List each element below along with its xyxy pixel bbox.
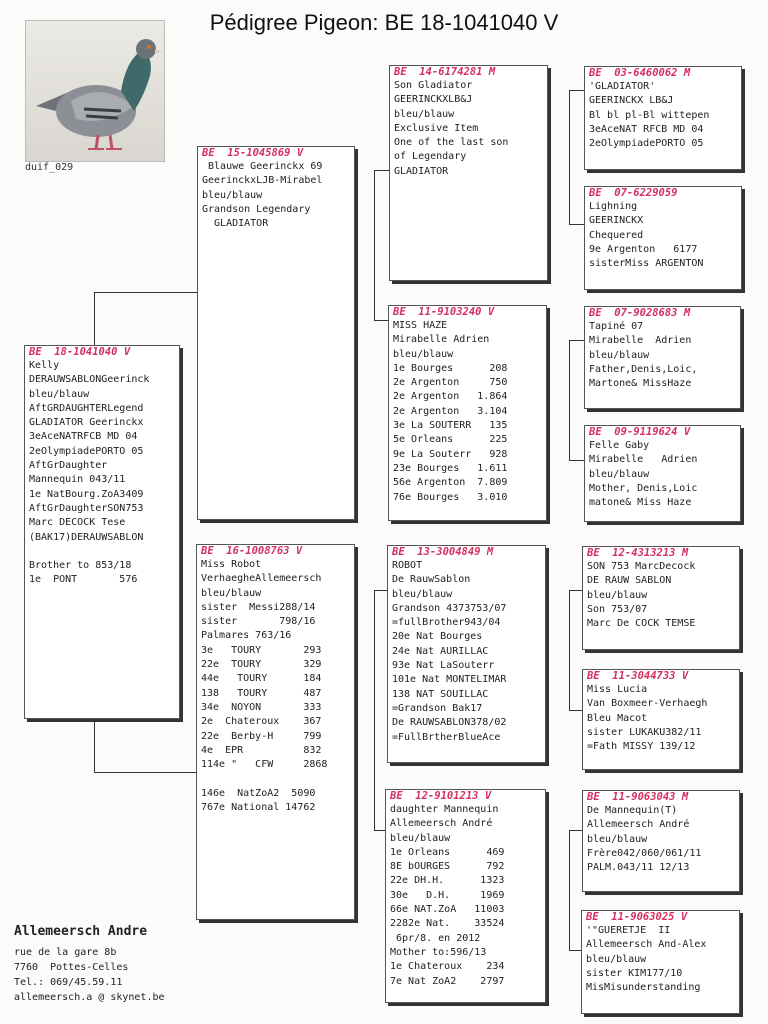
- ring-number: BE 07-9028683 M: [589, 307, 691, 319]
- card-line: 5e Orleans 225: [393, 434, 508, 446]
- card-line: Blauwe Geerinckx 69: [202, 161, 323, 172]
- ring-number: BE 03-6460062 M: [589, 67, 691, 79]
- card-line: 20e Nat Bourges: [392, 631, 483, 643]
- card-line: ROBOT: [392, 560, 423, 571]
- breeder-name: Allemeersch Andre: [14, 924, 148, 939]
- card-line: 2282e Nat. 33524: [390, 918, 505, 930]
- card-line: 101e Nat MONTELIMAR: [392, 674, 507, 686]
- card-lines: [393, 319, 542, 505]
- photo-caption: duif_029: [25, 162, 74, 173]
- pigeon-photo: [25, 20, 165, 162]
- ring-number: BE 11-9063025 V: [586, 911, 688, 923]
- card-line: 3e La SOUTERR 135: [393, 420, 508, 432]
- card-line: Chequered: [589, 229, 644, 241]
- card-line: 9e Argenton 6177: [589, 243, 698, 255]
- card-line: 4e EPR 832: [201, 744, 322, 756]
- card-line: 2e Argenton 3.104: [393, 405, 508, 417]
- ring-number: BE 11-9063043 M: [587, 791, 689, 803]
- card-line: =fullBrother943/04: [392, 617, 501, 629]
- card-ff: [389, 65, 548, 281]
- card-fm: [388, 305, 547, 521]
- card-line: 30e D.H. 1969: [390, 889, 505, 901]
- card-line: =Grandson Bak17: [392, 702, 483, 714]
- card-line: =FullBrtherBlueAce: [392, 731, 501, 743]
- card-line: 7e Nat ZoA2 2797: [390, 975, 505, 987]
- card-line: 44e TOURY 184: [201, 673, 322, 685]
- card-lines: [589, 200, 737, 271]
- card-lines: [394, 79, 543, 179]
- card-line: =Fath MISSY 139/12: [587, 741, 696, 753]
- card-line: Brother to 853/18: [29, 560, 132, 572]
- card-line: 'GLADIATOR': [589, 81, 656, 92]
- card-line: GEERINCKX: [589, 215, 644, 227]
- card-line: Exclusive Item: [394, 122, 479, 134]
- card-fmm: [584, 425, 741, 522]
- card-line: GeerinckxLJB-Mirabel: [202, 175, 323, 187]
- card-line: 2eOlympiadePORTO 05: [29, 445, 144, 457]
- card-line: SON 753 MarcDecock: [587, 561, 696, 572]
- card-line: bleu/blauw: [587, 833, 648, 845]
- card-line: Grandson 4373753/07: [392, 602, 507, 614]
- card-line: 8E bOURGES 792: [390, 861, 505, 873]
- card-line: 2e Argenton 750: [393, 377, 508, 389]
- card-line: Mother, Denis,Loic: [589, 482, 698, 494]
- card-line: 1e NatBourg.ZoA3409: [29, 488, 144, 500]
- card-line: bleu/blauw: [29, 388, 90, 400]
- card-line: Mirabelle Adrien: [589, 335, 692, 347]
- card-line: Son 753/07: [587, 603, 648, 615]
- card-line: Miss Lucia: [587, 684, 648, 695]
- card-line: daughter Mannequin: [390, 804, 499, 815]
- card-line: bleu/blauw: [589, 349, 650, 361]
- card-line: bleu/blauw: [589, 468, 650, 480]
- card-line: Van Boxmeer-Verhaegh: [587, 698, 708, 710]
- city-line: 7760 Pottes-Celles: [14, 962, 129, 973]
- ring-number: BE 12-4313213 M: [587, 547, 689, 559]
- phone-line: Tel.: 069/45.59.11: [14, 977, 123, 988]
- card-lines: [202, 160, 350, 231]
- card-line: Mother to:596/13: [390, 946, 487, 958]
- card-line: Bleu Macot: [587, 712, 648, 724]
- card-line: sister 798/16: [201, 616, 316, 628]
- card-line: 56e Argenton 7.809: [393, 477, 508, 489]
- card-line: sister Messi288/14: [201, 601, 316, 613]
- ring-number: BE 16-1008763 V: [201, 545, 303, 557]
- card-line: Martone& MissHaze: [589, 378, 692, 390]
- card-line: DE RAUW SABLON: [587, 575, 672, 587]
- address-line: rue de la gare 8b: [14, 947, 117, 958]
- card-fmf: [584, 306, 741, 409]
- ring-number: BE 13-3004849 M: [392, 546, 494, 558]
- card-line: VerhaegheAllemeersch: [201, 573, 322, 585]
- card-line: Allemeersch André: [390, 818, 493, 830]
- ring-number: BE 09-9119624 V: [589, 426, 691, 438]
- card-line: 3eAceNAT RFCB MD 04: [589, 123, 704, 135]
- card-main: [24, 345, 180, 719]
- card-line: bleu/blauw: [393, 348, 454, 360]
- card-ffm: [584, 186, 742, 290]
- card-mf: [387, 545, 546, 763]
- card-mm: [385, 789, 546, 1003]
- card-lines: [201, 558, 350, 815]
- card-line: Kelly: [29, 360, 60, 371]
- card-mmf: [582, 790, 740, 892]
- card-lines: [586, 924, 735, 995]
- card-line: 93e Nat LaSouterr: [392, 660, 495, 672]
- card-line: Mannequin 043/11: [29, 474, 126, 486]
- card-line: AftGrDaughter: [29, 460, 108, 472]
- card-line: 3e TOURY 293: [201, 644, 322, 656]
- card-line: Allemeersch And-Alex: [586, 939, 707, 951]
- card-line: of Legendary: [394, 151, 467, 163]
- card-line: matone& Miss Haze: [589, 497, 692, 509]
- card-lines: [29, 359, 175, 588]
- card-line: De Mannequin(T): [587, 805, 678, 816]
- card-line: 24e Nat AURILLAC: [392, 645, 489, 657]
- card-line: 138 TOURY 487: [201, 687, 322, 699]
- card-line: Marc DECOCK Tese: [29, 517, 126, 529]
- card-line: sister KIM177/10: [586, 967, 683, 979]
- card-line: sister LUKAKU382/11: [587, 726, 702, 738]
- card-line: Son Gladiator: [394, 80, 473, 91]
- card-line: Miss Robot: [201, 559, 262, 570]
- card-mmm: [581, 910, 740, 1014]
- card-line: GLADIATOR: [202, 218, 269, 230]
- card-line: 1e Chateroux 234: [390, 961, 505, 973]
- ring-number: BE 18-1041040 V: [29, 346, 131, 358]
- card-line: 22e Berby-H 799: [201, 730, 322, 742]
- card-line: GLADIATOR: [394, 165, 449, 177]
- card-line: [201, 772, 350, 786]
- card-line: 3eAceNATRFCB MD 04: [29, 431, 138, 443]
- card-line: Allemeersch André: [587, 819, 690, 831]
- card-line: 767e National 14762: [201, 802, 316, 814]
- card-line: Bl bl pl-Bl wittepen: [589, 109, 710, 121]
- card-mother: [196, 544, 355, 920]
- card-line: 9e La Souterr 928: [393, 448, 508, 460]
- card-line: DERAUWSABLONGeerinck: [29, 374, 150, 386]
- card-father: [197, 146, 355, 520]
- card-lines: [589, 80, 737, 151]
- card-lines: [587, 560, 735, 631]
- card-line: AftGRDAUGHTERLegend: [29, 402, 144, 414]
- card-line: bleu/blauw: [394, 108, 455, 120]
- page-title: Pédigree Pigeon: BE 18-1041040 V: [209, 10, 559, 35]
- card-line: Father,Denis,Loic,: [589, 363, 698, 375]
- card-line: MISS HAZE: [393, 320, 448, 331]
- card-line: 2eOlympiadePORTO 05: [589, 138, 704, 150]
- ring-number: BE 07-6229059: [589, 187, 678, 199]
- card-line: 146e NatZoA2 5090: [201, 787, 316, 799]
- card-line: GEERINCKXLB&J: [394, 94, 473, 106]
- card-mff: [582, 546, 740, 650]
- card-line: [29, 545, 175, 559]
- card-lines: [589, 439, 736, 510]
- card-lines: [587, 804, 735, 875]
- ring-number: BE 11-3044733 V: [587, 670, 689, 682]
- card-line: sisterMiss ARGENTON: [589, 258, 704, 270]
- card-fff: [584, 66, 742, 170]
- card-line: PALM.043/11 12/13: [587, 862, 690, 874]
- card-line: 114e " CFW 2868: [201, 759, 328, 771]
- card-lines: [589, 320, 736, 391]
- card-lines: [587, 683, 735, 754]
- card-line: 6pr/8. en 2012: [390, 932, 481, 944]
- card-line: One of the last son: [394, 137, 509, 149]
- card-line: Mirabelle Adrien: [393, 334, 490, 346]
- card-line: 1e Bourges 208: [393, 362, 508, 374]
- card-line: 1e PONT 576: [29, 574, 138, 586]
- card-line: '"GUERETJE II: [586, 925, 671, 936]
- breeder-contact: [14, 924, 165, 1005]
- ring-number: BE 11-9103240 V: [393, 306, 495, 318]
- card-line: GEERINCKX LB&J: [589, 95, 674, 107]
- card-lines: [392, 559, 541, 745]
- card-line: 1e Orleans 469: [390, 846, 505, 858]
- card-lines: [390, 803, 541, 989]
- ring-number: BE 12-9101213 V: [390, 790, 492, 802]
- card-line: 34e NOYON 333: [201, 701, 322, 713]
- card-mfm: [582, 669, 740, 770]
- card-line: 76e Bourges 3.010: [393, 491, 508, 503]
- card-line: MisMisunderstanding: [586, 982, 701, 994]
- card-line: Tapiné 07: [589, 321, 644, 332]
- card-line: De RauwSablon: [392, 574, 471, 586]
- email-line: allemeersch.a @ skynet.be: [14, 992, 165, 1003]
- card-line: 23e Bourges 1.611: [393, 462, 508, 474]
- card-line: (BAK17)DERAUWSABLON: [29, 531, 144, 543]
- card-line: Mirabelle Adrien: [589, 454, 698, 466]
- ring-number: BE 15-1045869 V: [202, 147, 304, 159]
- card-line: Grandson Legendary: [202, 203, 311, 215]
- card-line: bleu/blauw: [201, 587, 262, 599]
- card-line: Felle Gaby: [589, 440, 650, 451]
- card-line: Frère042/060/061/11: [587, 847, 702, 859]
- card-line: bleu/blauw: [390, 832, 451, 844]
- card-line: Palmares 763/16: [201, 630, 292, 642]
- card-line: 22e TOURY 329: [201, 659, 322, 671]
- card-line: Marc De COCK TEMSE: [587, 618, 696, 630]
- card-line: bleu/blauw: [202, 189, 263, 201]
- card-line: 22e DH.H. 1323: [390, 875, 505, 887]
- card-line: bleu/blauw: [586, 953, 647, 965]
- card-line: 138 NAT SOUILLAC: [392, 688, 489, 700]
- card-line: GLADIATOR Geerinckx: [29, 417, 144, 429]
- card-line: bleu/blauw: [587, 589, 648, 601]
- card-line: De RAUWSABLON378/02: [392, 717, 507, 729]
- card-line: 2e Argenton 1.864: [393, 391, 508, 403]
- card-line: 2e Chateroux 367: [201, 716, 322, 728]
- card-line: bleu/blauw: [392, 588, 453, 600]
- ring-number: BE 14-6174281 M: [394, 66, 496, 78]
- card-line: AftGrDaughterSON753: [29, 502, 144, 514]
- card-line: Lighning: [589, 201, 638, 212]
- card-line: 66e NAT.ZoA 11003: [390, 904, 505, 916]
